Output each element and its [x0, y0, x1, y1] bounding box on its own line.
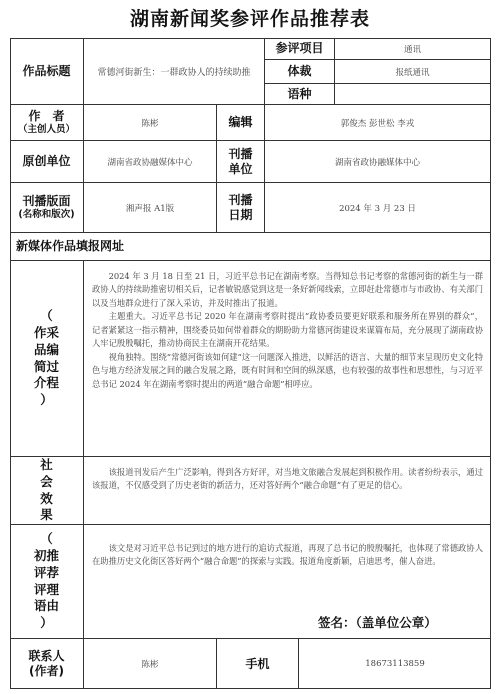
recommend-paragraph: 该文是对习近平总书记到过的地方进行的追访式报道，再现了总书记的殷殷嘱托，也体现了常德政协人在助推历史文化街区答好两个“融合命题”的探索与实践。报道角度新颖，启迪思考，催人奋进。 [92, 543, 483, 567]
genre-label: 体裁 [265, 60, 335, 84]
phone-label: 手机 [217, 639, 299, 689]
editor-value: 郭俊杰 彭世松 李戎 [265, 105, 491, 141]
author-label-cell [10, 105, 84, 141]
contact-value: 陈彬 [84, 639, 217, 689]
publish-page-sublabel: (名称和版次) [18, 209, 75, 221]
form-title: 湖南新闻奖参评作品推荐表 [129, 8, 370, 30]
original-unit-value: 湖南省政协融媒体中心 [84, 141, 217, 183]
entry-item-value: 通讯 [335, 38, 491, 60]
intro-paragraph: 2024 年 3 月 18 日至 21 日，习近平总书记在湖南考察。当得知总书记考察的常德河街的新生与一群政协人的持续助推密切相关后，记者敏锐感觉到这是一条好新闻线索，立即赶赴常德市与市政协、有关部门以及当地群众进行了深入采访，并及时推出了报道。 [92, 271, 483, 308]
author-sublabel: （主创人员） [17, 124, 75, 136]
editor-label: 编辑 [217, 105, 265, 141]
work-title-label: 作品标题 [10, 38, 84, 105]
social-effect-text [84, 462, 491, 522]
publish-date-value: 2024 年 3 月 23 日 [265, 183, 491, 233]
entry-item-label: 参评项目 [265, 38, 335, 60]
publish-page-value: 湘声报 A1版 [84, 183, 217, 233]
contact-label: 联系人 (作者) [10, 639, 84, 689]
recommend-text [84, 538, 491, 608]
recommend-label: （ 初推 评荐 评理 语由 ） [10, 525, 84, 639]
publish-page-label: 刊播版面 [22, 194, 71, 209]
social-effect-label: 社 会 效 果 [10, 457, 84, 525]
new-media-url-label: 新媒体作品填报网址 [10, 233, 491, 261]
phone-value: 18673113859 [365, 659, 425, 669]
publish-unit-value: 湖南省政协融媒体中心 [265, 141, 491, 183]
work-title-value: 常德河街新生：一群政协人的持续助推 [84, 38, 265, 105]
publish-unit-label: 刊播 单位 [217, 141, 265, 183]
genre-value: 报纸通讯 [335, 60, 491, 84]
social-effect-paragraph: 该报道刊发后产生广泛影响，得到各方好评，对当地文旅融合发展起到积极作用。读者纷纷表示，通过该报道，不仅感受到了历史老街的新活力，还对答好两个“融合命题”有了更足的信心。 [92, 467, 483, 491]
author-value: 陈彬 [84, 105, 217, 141]
intro-paragraph: 主题重大。习近平总书记 2020 年在湖南考察时提出“政协委员要更好联系和服务所在界别的群众”，记者紧紧这一指示精神，围绕委员如何带着群众的期盼助力常德河街建设来谋篇布局，充分展现了湖南政协人牢记殷殷嘱托，推动协商民主在湖南开花结果。 [92, 311, 483, 349]
intro-paragraph: 视角独特。围绕“常德河街该如何建”这一问题深入推进，以鲜活的语言、大量的细节来呈现历史文化特色与地方经济发展之间的融合发展之路，既有时间和空间的纵深感，也有较强的故事性和思想性，与习近平总书记 2024 年在湖南考察时提出的两道“融合命题”相呼应。 [92, 351, 483, 389]
original-unit-label: 原创单位 [10, 141, 84, 183]
signature-line: 签名：（盖单位公章） [318, 615, 437, 630]
intro-label: （ 作采 品编 简过 介程 ） [10, 261, 84, 457]
language-label: 语种 [265, 84, 335, 105]
intro-text [84, 266, 491, 456]
publish-page-label-cell [10, 183, 84, 233]
author-label: 作 者 [28, 109, 65, 124]
language-value [335, 84, 491, 105]
publish-date-label: 刊播 日期 [217, 183, 265, 233]
